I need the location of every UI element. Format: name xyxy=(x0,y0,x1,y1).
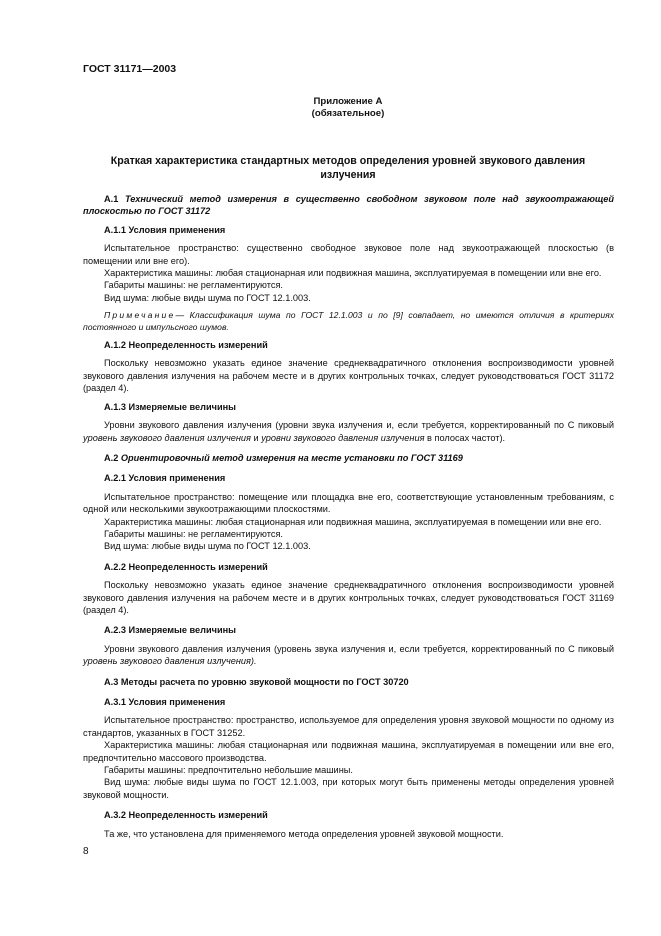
section-a2-heading xyxy=(83,452,614,464)
paragraph: Габариты машины: предпочтительно небольшие машины. xyxy=(104,765,353,776)
section-a1-3-heading: А.1.3 Измеряемые величины xyxy=(104,401,237,412)
section-a1-1-heading: А.1.1 Условия применения xyxy=(104,224,226,235)
section-a1-heading xyxy=(83,193,614,218)
annex-header xyxy=(83,96,613,120)
text-run: уровень звукового давления излучения xyxy=(83,432,251,443)
section-a3-heading: А.3 Методы расчета по уровню звуковой мощности по ГОСТ 30720 xyxy=(104,676,409,687)
annex-status: (обязательное) xyxy=(311,108,385,119)
page-number: 8 xyxy=(83,846,89,857)
section-a1-2-heading: А.1.2 Неопределенность измерений xyxy=(104,340,268,351)
paragraph: Поскольку невозможно указать единое значение среднеквадратичного отклонения воспроизводимости уровней звукового давления излучения на рабочем месте и в других контрольных точках, следует руководствоваться ГОСТ 31169 (раздел 4). xyxy=(83,580,614,615)
text-run: Уровни звукового давления излучения (уровни звука излучения и, если требуется, корректированный по С пиковый xyxy=(104,420,614,431)
paragraph: Характеристика машины: любая стационарная или подвижная машина, эксплуатируемая в помещении или вне его. xyxy=(104,268,602,279)
text-run: уровень звукового давления излучения). xyxy=(83,656,257,667)
section-a2-number: А.2 xyxy=(104,452,119,463)
paragraph: Вид шума: любые виды шума по ГОСТ 12.1.003. xyxy=(104,541,311,552)
paragraph: Характеристика машины: любая стационарная или подвижная машина, эксплуатируемая в помещении или вне его. xyxy=(104,516,602,527)
note xyxy=(83,310,614,333)
paragraph: Вид шума: любые виды шума по ГОСТ 12.1.003. xyxy=(104,292,311,303)
section-a2-3-heading: А.2.3 Измеряемые величины xyxy=(104,625,237,636)
text-run: и xyxy=(250,432,262,443)
note-text: — Классификация шума по ГОСТ 12.1.003 и по [9] совпадает, но имеются отличия в критериях постоянного и импульсного шумов. xyxy=(83,310,614,332)
paragraph: Испытательное пространство: существенно свободное звуковое поле над звукоотражающей плоскостью (в помещении или вне его). xyxy=(83,243,614,266)
annex-title: Приложение А xyxy=(313,96,383,107)
paragraph: Испытательное пространство: пространство, используемое для определения уровня звуковой мощности по одному из стандартов, указанных в ГОСТ 31252. xyxy=(83,715,614,738)
paragraph: Испытательное пространство: помещение или площадка вне его, соответствующие установленным требованиям, с одной или несколькими звукоотражающими плоскостями. xyxy=(83,491,614,515)
section-a1-title: Технический метод измерения в существенно свободном звуковом поле над звукоотражающей плоскостью по ГОСТ 31172 xyxy=(83,194,614,217)
document-body xyxy=(83,193,614,840)
paragraph: Габариты машины: не регламентируются. xyxy=(104,528,283,539)
paragraph: Габариты машины: не регламентируются. xyxy=(104,280,283,291)
annex-main-title: Краткая характеристика стандартных методов определения уровней звукового давления излучения xyxy=(110,155,586,181)
paragraph: Характеристика машины: любая стационарная или подвижная машина, эксплуатируемая в помещении или вне его, предпочтительно массового производства. xyxy=(83,740,614,763)
text-run: Уровни звукового давления излучения (уровень звука излучения и, если требуется, корректированный по С пиковый xyxy=(104,643,614,654)
paragraph xyxy=(83,643,614,668)
paragraph: Та же, что установлена для применяемого метода определения уровней звуковой мощности. xyxy=(104,828,504,839)
note-label: Примечание xyxy=(104,310,176,321)
section-a2-title: Ориентировочный метод измерения на месте установки по ГОСТ 31169 xyxy=(120,452,463,463)
paragraph xyxy=(83,419,614,444)
section-a2-1-heading: А.2.1 Условия применения xyxy=(104,473,226,484)
section-a1-number: А.1 xyxy=(104,194,119,204)
section-a2-2-heading: А.2.2 Неопределенность измерений xyxy=(104,561,268,572)
document-id: ГОСТ 31171—2003 xyxy=(83,63,177,75)
text-run: уровни звукового давления излучения xyxy=(261,432,425,443)
paragraph: Вид шума: любые виды шума по ГОСТ 12.1.003, при которых могут быть применены методы определения уровней звуковой мощности. xyxy=(83,777,614,800)
section-a3-1-heading: А.3.1 Условия применения xyxy=(104,697,226,707)
paragraph: Поскольку невозможно указать единое значение среднеквадратичного отклонения воспроизводимости уровней звукового давления излучения на рабочем месте и в других контрольных точках, следует руководствоваться ГОСТ 31172 (раздел 4). xyxy=(83,358,614,394)
section-a3-2-heading: А.3.2 Неопределенность измерений xyxy=(104,810,268,821)
text-run: в полосах частот). xyxy=(424,432,506,443)
